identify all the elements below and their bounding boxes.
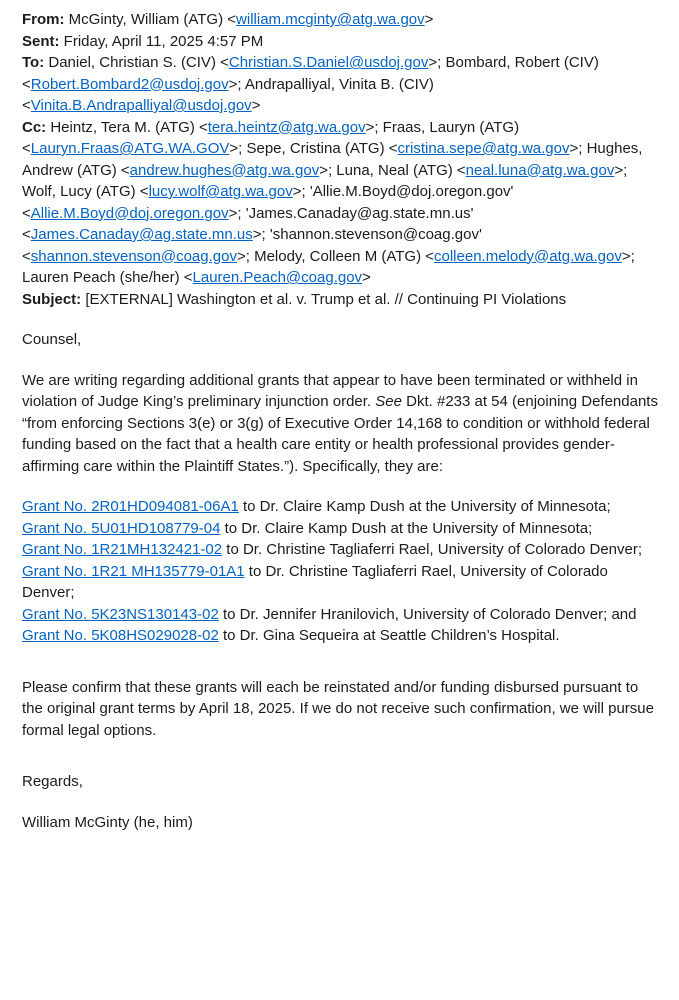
text-run: McGinty, William (ATG) <: [64, 11, 237, 28]
link-andrew-hughes[interactable]: andrew.hughes@atg.wa.gov: [129, 161, 320, 179]
text-run: >; 'shannon.stevenson@coag.gov' <: [22, 226, 482, 265]
regards-line: [22, 771, 659, 793]
text-run: >; Lauren Peach (she/her) <: [22, 247, 635, 286]
link-lauren-peach[interactable]: Lauren.Peach@coag.gov: [192, 269, 363, 286]
text-run: >; 'James.Canaday@ag.state.mn.us' <: [22, 204, 474, 243]
link-grant-6[interactable]: Grant No. 5K08HS029028-02: [22, 627, 219, 644]
link-james-canaday[interactable]: James.Canaday@ag.state.mn.us: [30, 226, 253, 243]
cc-line: [22, 117, 659, 289]
link-vinita-andrapalliyal[interactable]: Vinita.B.Andrapalliyal@usdoj.gov: [30, 97, 252, 114]
link-grant-3[interactable]: Grant No. 1R21MH132421-02: [22, 541, 223, 558]
text-run: Dkt. #233 at 54 (enjoining Defendants “from enforcing Sections 3(e) or 3(g) of Executive Order 14,168 to condition or withhold federal funding based on the fact that a health care entity or health professional provides gender-affirming care within the Plaintiff States.”). Specifically, they are:: [22, 393, 658, 475]
field-label: From:: [22, 11, 65, 28]
text-run: >; Hughes, Andrew (ATG) <: [22, 140, 643, 179]
text-run: William McGinty (he, him): [22, 813, 193, 831]
link-christian-daniel[interactable]: Christian.S.Daniel@usdoj.gov: [228, 54, 429, 71]
grant-item-6: [22, 625, 659, 647]
signature-line: [22, 812, 659, 834]
text-run: Please confirm that these grants will each be reinstated and/or funding disbursed pursuant to the original grant terms by April 18, 2025. If we do not receive such confirmation, we will pursue formal legal options.: [22, 678, 654, 739]
text-run: Friday, April 11, 2025 4:57 PM: [59, 32, 264, 50]
link-cristina-sepe[interactable]: cristina.sepe@atg.wa.gov: [397, 140, 570, 157]
text-run: [EXTERNAL] Washington et al. v. Trump et al. // Continuing PI Violations: [81, 290, 567, 308]
link-grant-5[interactable]: Grant No. 5K23NS130143-02: [22, 605, 219, 623]
link-robert-bombard[interactable]: Robert.Bombard2@usdoj.gov: [30, 75, 229, 93]
field-label: Cc:: [22, 118, 47, 136]
link-william-mcginty[interactable]: william.mcginty@atg.wa.gov: [236, 11, 425, 28]
text-run: to Dr. Claire Kamp Dush at the University of Minnesota;: [220, 519, 593, 537]
salutation: [22, 329, 659, 351]
field-label: Subject:: [22, 290, 82, 308]
text-run: >; Fraas, Lauryn (ATG) <: [22, 118, 520, 157]
text-run: >: [362, 269, 371, 286]
grant-item-2: [22, 518, 659, 540]
from-line: [22, 9, 659, 31]
link-grant-1[interactable]: Grant No. 2R01HD094081-06A1: [22, 498, 239, 515]
sent-line: [22, 31, 659, 53]
link-colleen-melody[interactable]: colleen.melody@atg.wa.gov: [434, 247, 622, 265]
text-run: >; Bombard, Robert (CIV) <: [22, 54, 599, 93]
email-headers: [22, 9, 659, 310]
text-run: to Dr. Gina Sequeira at Seattle Children’s Hospital.: [218, 627, 560, 644]
link-neal-luna[interactable]: neal.luna@atg.wa.gov: [465, 161, 615, 179]
link-grant-4[interactable]: Grant No. 1R21 MH135779-01A1: [22, 562, 245, 580]
text-run: to Dr. Claire Kamp Dush at the University of Minnesota;: [238, 498, 611, 515]
link-lucy-wolf[interactable]: lucy.wolf@atg.wa.gov: [148, 183, 293, 200]
link-grant-2[interactable]: Grant No. 5U01HD108779-04: [22, 519, 221, 537]
text-run: Counsel,: [22, 331, 82, 348]
grant-item-5: [22, 604, 659, 626]
text-run: to Dr. Christine Tagliaferri Rael, University of Colorado Denver;: [222, 541, 643, 558]
text-run: >: [251, 97, 261, 114]
grant-item-1: [22, 496, 659, 518]
subject-line: [22, 289, 659, 311]
text-run: Heintz, Tera M. (ATG) <: [46, 118, 208, 136]
text-run: >; Andrapalliyal, Vinita B. (CIV) <: [22, 75, 434, 114]
text-run: Daniel, Christian S. (CIV) <: [44, 54, 229, 71]
link-shannon-stevenson[interactable]: shannon.stevenson@coag.gov: [30, 247, 237, 265]
link-tera-heintz[interactable]: tera.heintz@atg.wa.gov: [207, 118, 366, 136]
intro-paragraph: [22, 370, 659, 478]
text-run: We are writing regarding additional grants that appear to have been terminated or withheld in violation of Judge King’s preliminary injunction order.: [22, 371, 638, 410]
grant-item-3: [22, 539, 659, 561]
text-run: >: [424, 11, 434, 28]
text-run: >; Sepe, Cristina (ATG) <: [229, 140, 398, 157]
text-run: >; 'Allie.M.Boyd@doj.oregon.gov' <: [22, 183, 514, 222]
italic-text-run: See: [375, 393, 402, 410]
email-body: [22, 329, 659, 833]
text-run: >; Luna, Neal (ATG) <: [319, 161, 466, 179]
text-run: Regards,: [22, 773, 83, 790]
text-run: >; Wolf, Lucy (ATG) <: [22, 161, 628, 200]
field-label: Sent:: [22, 32, 60, 50]
text-run: to Dr. Christine Tagliaferri Rael, University of Colorado Denver;: [22, 562, 608, 601]
link-lauryn-fraas[interactable]: Lauryn.Fraas@ATG.WA.GOV: [30, 140, 230, 157]
grant-item-4: [22, 561, 659, 604]
field-label: To:: [22, 54, 45, 71]
link-allie-boyd[interactable]: Allie.M.Boyd@doj.oregon.gov: [30, 204, 229, 222]
closing-paragraph: [22, 677, 659, 742]
text-run: >; Melody, Colleen M (ATG) <: [236, 247, 434, 265]
text-run: to Dr. Jennifer Hranilovich, University of Colorado Denver; and: [218, 605, 637, 623]
to-line: [22, 52, 659, 117]
